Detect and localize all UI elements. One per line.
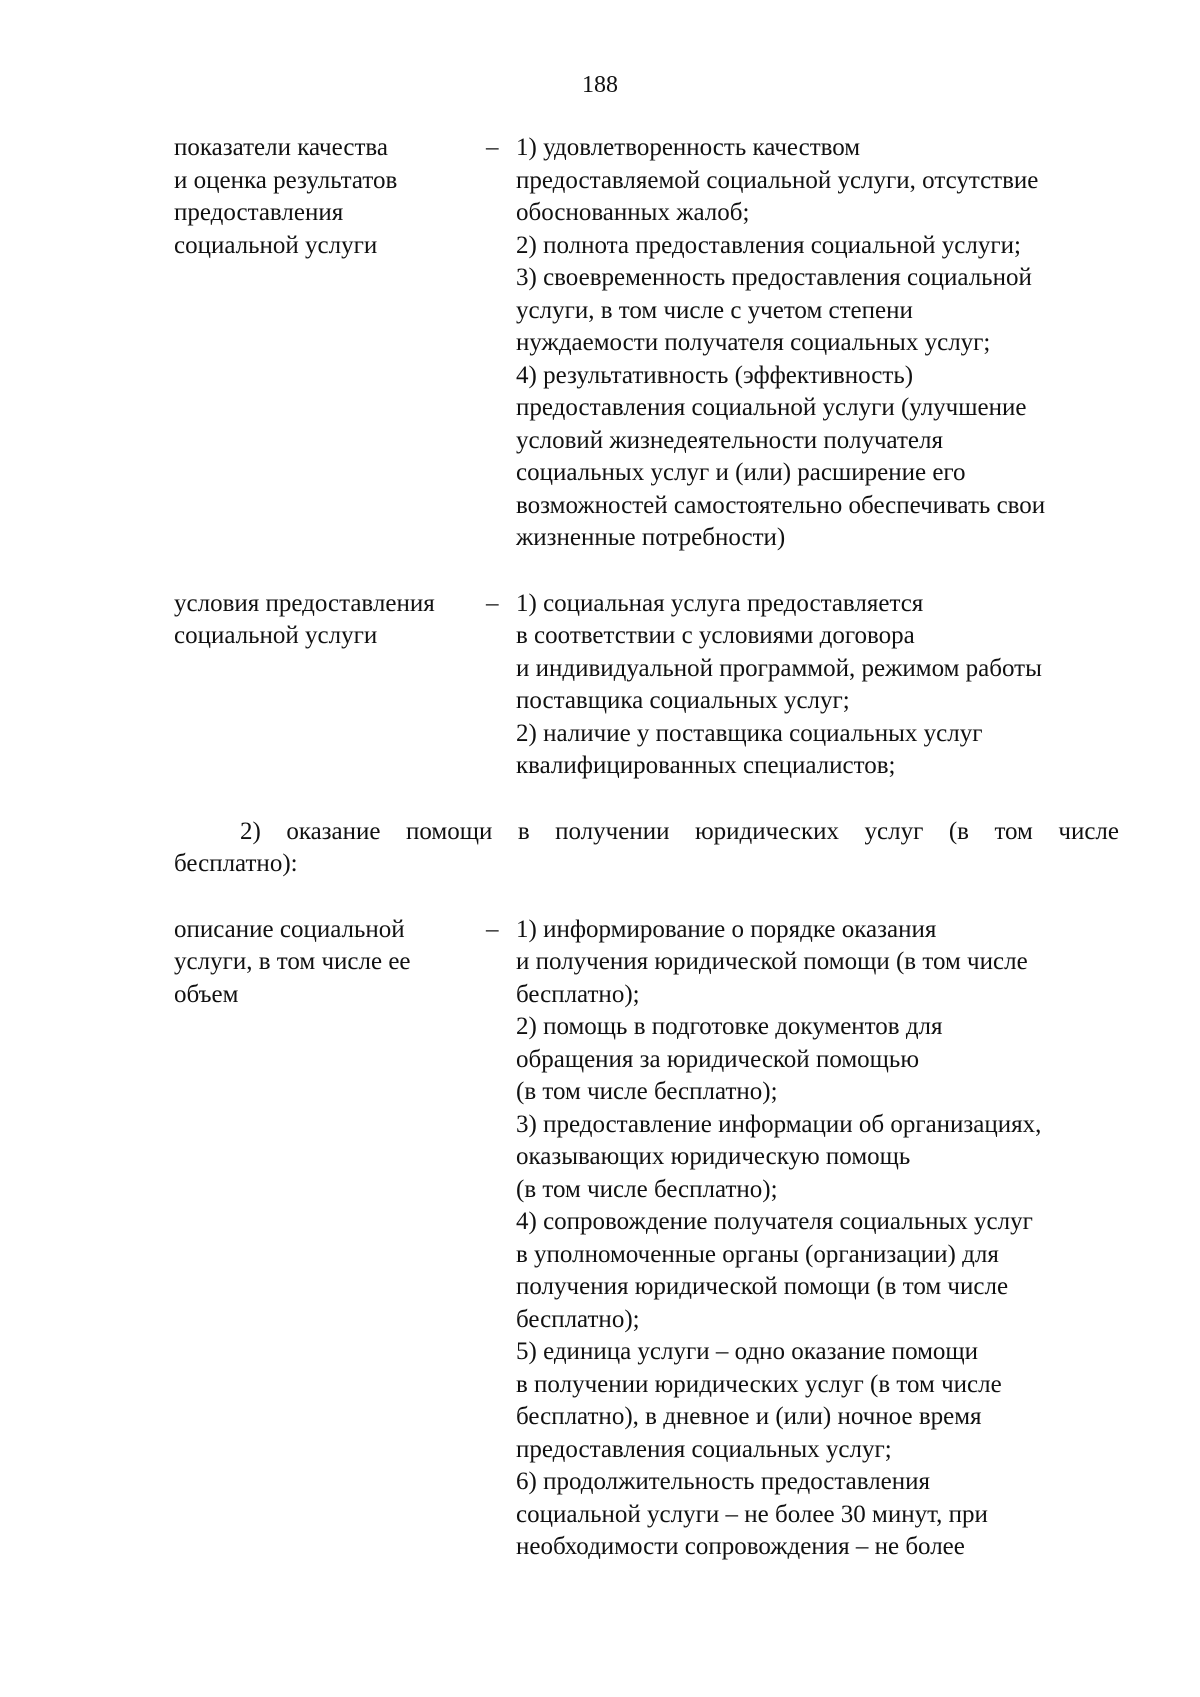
definition-line: условий жизнедеятельности получателя: [516, 426, 943, 454]
definition-line: (в том числе бесплатно);: [516, 1175, 778, 1203]
definition-line: социальных услуг и (или) расширение его: [516, 459, 966, 486]
definition-line: 2) полнота предоставления социальной услуги;: [516, 231, 1021, 259]
definition-line: необходимости сопровождения – не более: [516, 1533, 965, 1560]
definition-line: 2) наличие у поставщика социальных услуг: [516, 719, 983, 747]
definition-line: 6) продолжительность предоставления: [516, 1468, 931, 1495]
definition-line: предоставления социальных услуг;: [516, 1435, 892, 1463]
definition-line: предоставления социальной услуги (улучшение: [516, 394, 1027, 421]
definition-entry-conditions: [174, 588, 1119, 783]
definition-line: социальной услуги – не более 30 минут, при: [516, 1500, 988, 1528]
entry-definition: [516, 588, 1119, 783]
term-line: показатели качества: [174, 134, 388, 161]
paragraph-line: бесплатно):: [174, 850, 298, 877]
entry-term: [174, 588, 486, 653]
entry-term: [174, 914, 486, 1012]
definition-line: предоставляемой социальной услуги, отсутствие: [516, 166, 1039, 194]
definition-line: услуги, в том числе с учетом степени: [516, 296, 913, 324]
entry-dash: –: [486, 589, 499, 617]
definition-entry-quality: [174, 132, 1119, 555]
definition-line: 4) сопровождение получателя социальных услуг: [516, 1208, 1033, 1235]
definition-line: возможностей самостоятельно обеспечивать свои: [516, 491, 1046, 519]
definition-line: 3) своевременность предоставления социальной: [516, 264, 1032, 291]
definition-line: 5) единица услуги – одно оказание помощи: [516, 1338, 979, 1365]
definition-line: квалифицированных специалистов;: [516, 752, 896, 779]
definition-line: в соответствии с условиями договора: [516, 622, 915, 649]
definition-line: нуждаемости получателя социальных услуг;: [516, 329, 991, 356]
definition-line: оказывающих юридическую помощь: [516, 1143, 911, 1170]
page-number: 188: [582, 72, 618, 98]
definition-line: 4) результативность (эффективность): [516, 361, 914, 389]
definition-line: и получения юридической помощи (в том числе: [516, 948, 1028, 975]
definition-entry-description: [174, 914, 1119, 1564]
document-body: [174, 132, 1119, 1564]
entry-definition: [516, 914, 1119, 1564]
definition-line: поставщика социальных услуг;: [516, 687, 850, 714]
term-line: услуги, в том числе ее: [174, 948, 411, 975]
definition-line: в получении юридических услуг (в том числе: [516, 1370, 1002, 1398]
term-line: условия предоставления: [174, 589, 435, 617]
term-line: предоставления: [174, 199, 344, 226]
entry-definition: [516, 132, 1119, 555]
definition-line: 3) предоставление информации об организациях,: [516, 1110, 1042, 1138]
definition-line: бесплатно);: [516, 980, 640, 1008]
term-line: социальной услуги: [174, 622, 378, 649]
definition-line: 2) помощь в подготовке документов для: [516, 1013, 943, 1040]
definition-line: бесплатно);: [516, 1305, 640, 1333]
definition-line: (в том числе бесплатно);: [516, 1078, 778, 1105]
entry-term: [174, 132, 486, 262]
definition-line: 1) информирование о порядке оказания: [516, 915, 937, 943]
definition-line: обоснованных жалоб;: [516, 199, 750, 226]
term-line: объем: [174, 980, 239, 1008]
definition-line: обращения за юридической помощью: [516, 1045, 919, 1073]
entry-dash: –: [486, 134, 499, 161]
section-paragraph: [174, 816, 1119, 881]
definition-line: бесплатно), в дневное и (или) ночное время: [516, 1403, 982, 1430]
term-line: социальной услуги: [174, 231, 378, 259]
term-line: и оценка результатов: [174, 166, 398, 194]
definition-line: и индивидуальной программой, режимом работы: [516, 654, 1042, 682]
term-line: описание социальной: [174, 915, 405, 943]
entry-dash: –: [486, 915, 499, 943]
paragraph-line: 2) оказание помощи в получении юридических услуг (в том числе: [240, 817, 1119, 845]
definition-line: 1) социальная услуга предоставляется: [516, 589, 924, 617]
definition-line: получения юридической помощи (в том числе: [516, 1273, 1009, 1300]
definition-line: жизненные потребности): [516, 524, 786, 551]
definition-line: 1) удовлетворенность качеством: [516, 134, 861, 161]
definition-line: в уполномоченные органы (организации) для: [516, 1240, 999, 1268]
